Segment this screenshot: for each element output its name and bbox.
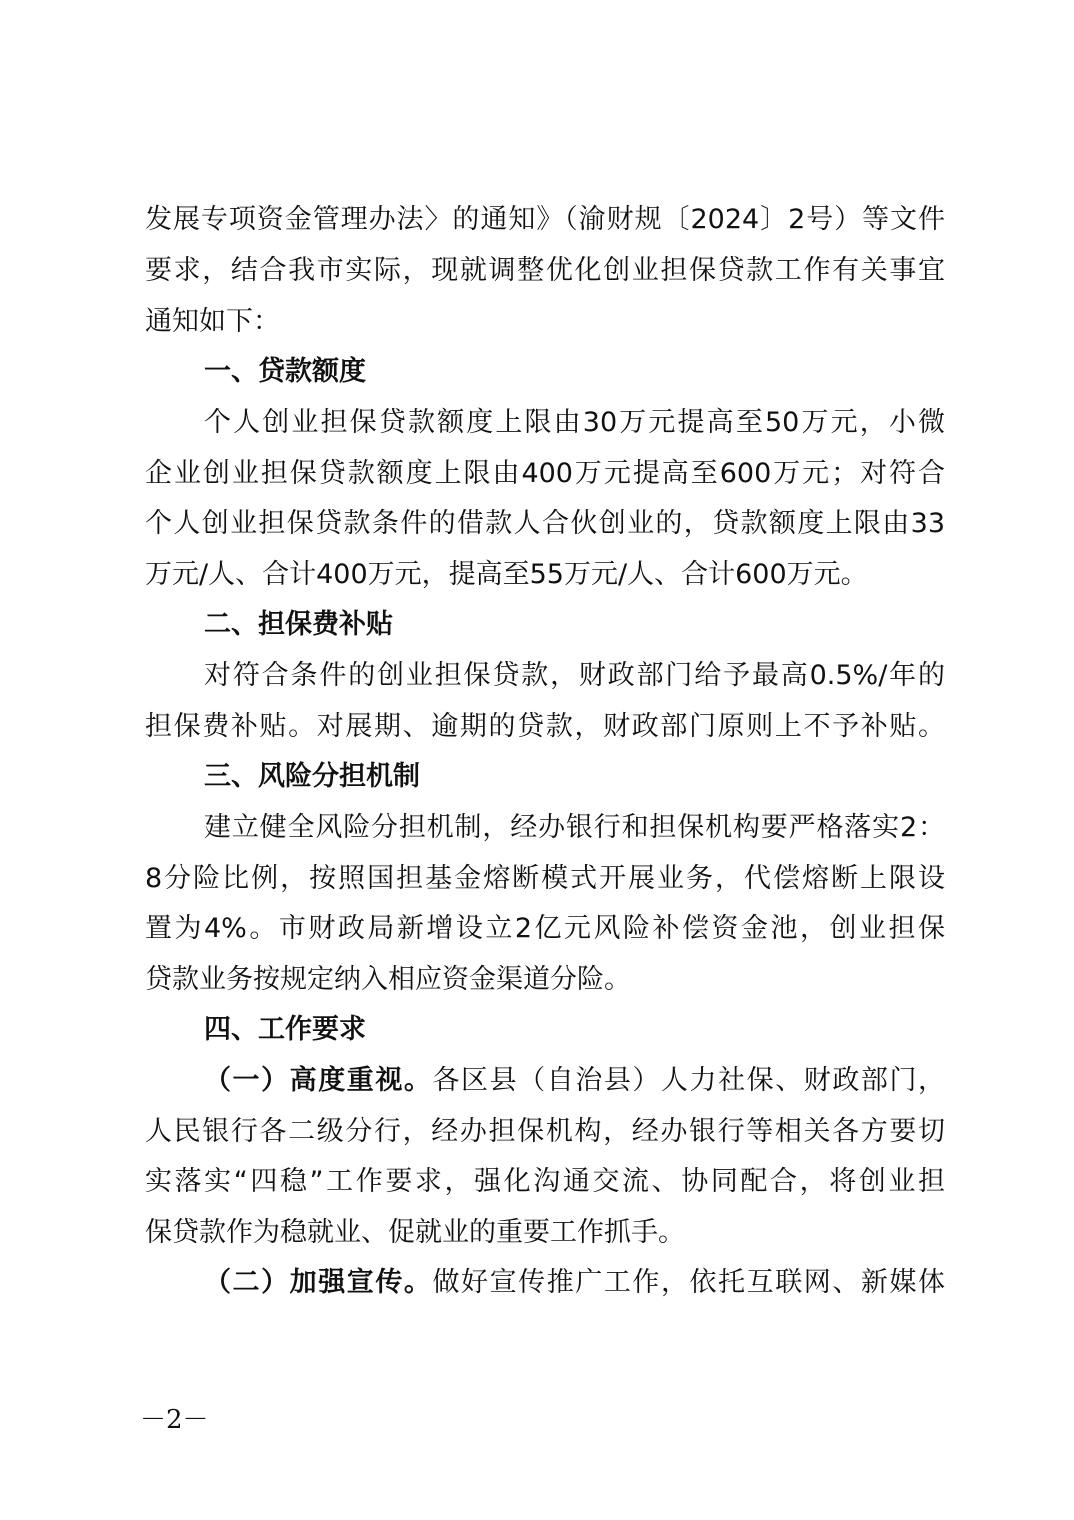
paragraph-line: 个人创业担保贷款条件的借款人合伙创业的，贷款额度上限由33 — [145, 508, 945, 539]
page-number: －2－ — [140, 1405, 209, 1435]
paragraph-text: 各区县（自治县）人力社保、财政部门， — [432, 1065, 945, 1096]
paragraph-line: 贷款业务按规定纳入相应资金渠道分险。 — [145, 964, 631, 995]
section-heading-loan-amount: 一、贷款额度 — [204, 356, 366, 387]
paragraph-line: 企业创业担保贷款额度上限由400万元提高至600万元；对符合 — [145, 458, 945, 489]
subsection-lead: （一）高度重视。 — [204, 1065, 433, 1096]
paragraph-line: 通知如下： — [145, 306, 280, 337]
section-heading-guarantee-subsidy: 二、担保费补贴 — [204, 609, 393, 640]
paragraph-line: 万元/人、合计400万元，提高至55万元/人、合计600万元。 — [145, 559, 868, 590]
paragraph-line: 置为4%。市财政局新增设立2亿元风险补偿资金池，创业担保 — [145, 913, 945, 944]
subsection-lead: （二）加强宣传。 — [204, 1267, 433, 1298]
paragraph-line: 担保费补贴。对展期、逾期的贷款，财政部门原则上不予补贴。 — [145, 711, 945, 742]
section-heading-risk-sharing: 三、风险分担机制 — [204, 761, 420, 792]
paragraph-line: 对符合条件的创业担保贷款，财政部门给予最高0.5%/年的 — [204, 660, 945, 691]
paragraph-line: 发展专项资金管理办法〉的通知》（渝财规〔2024〕2号）等文件 — [145, 204, 945, 235]
paragraph-line: 个人创业担保贷款额度上限由30万元提高至50万元，小微 — [204, 407, 945, 438]
paragraph-line — [204, 1061, 945, 1101]
paragraph-line: 实落实“四稳”工作要求，强化沟通交流、协同配合，将创业担 — [145, 1166, 945, 1197]
paragraph-line: 人民银行各二级分行，经办担保机构，经办银行等相关各方要切 — [145, 1116, 945, 1147]
paragraph-line — [204, 1263, 945, 1303]
paragraph-line: 建立健全风险分担机制，经办银行和担保机构要严格落实2： — [204, 812, 945, 843]
paragraph-text: 做好宣传推广工作，依托互联网、新媒体 — [432, 1267, 945, 1298]
section-heading-work-requirements: 四、工作要求 — [204, 1014, 366, 1045]
paragraph-line: 8分险比例，按照国担基金熔断模式开展业务，代偿熔断上限设 — [145, 863, 945, 894]
paragraph-line: 保贷款作为稳就业、促就业的重要工作抓手。 — [145, 1217, 685, 1248]
paragraph-line: 要求，结合我市实际，现就调整优化创业担保贷款工作有关事宜 — [145, 255, 945, 286]
